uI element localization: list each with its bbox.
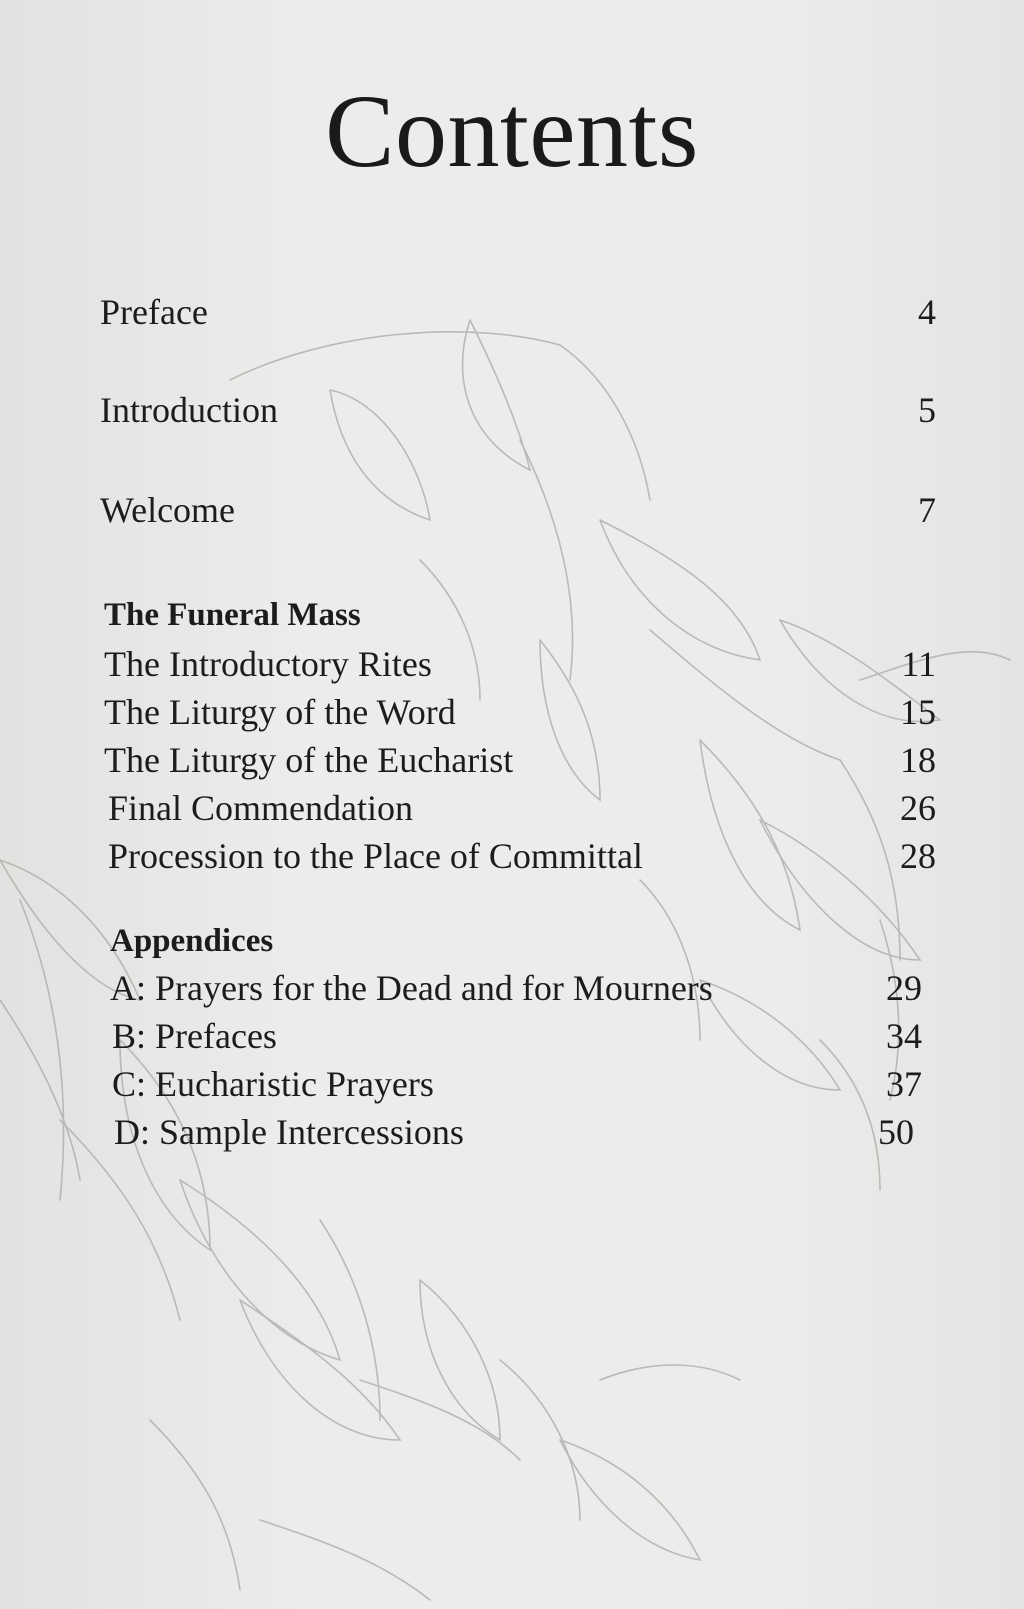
toc-entry-appendix-a[interactable] — [110, 966, 922, 1010]
toc-entry-label: The Introductory Rites — [104, 644, 432, 684]
toc-entry-page-number: 28 — [900, 836, 936, 876]
toc-entry-appendix-c[interactable] — [112, 1062, 922, 1106]
toc-entry-welcome[interactable] — [100, 488, 936, 532]
toc-entry-label: A: Prayers for the Dead and for Mourners — [110, 968, 713, 1008]
toc-entry-label: The Liturgy of the Eucharist — [104, 740, 514, 780]
toc-entry-page-number: 50 — [878, 1112, 914, 1152]
toc-entry-page-number: 37 — [886, 1064, 922, 1104]
toc-entry-page-number: 34 — [886, 1016, 922, 1056]
toc-entry-introductory-rites[interactable] — [104, 642, 936, 686]
toc-entry-page-number: 7 — [918, 490, 936, 530]
toc-entry-page-number: 11 — [901, 644, 936, 684]
page-title: Contents — [325, 74, 699, 189]
toc-entry-appendix-b[interactable] — [112, 1014, 922, 1058]
toc-entry-page-number: 18 — [900, 740, 936, 780]
toc-entry-page-number: 5 — [918, 390, 936, 430]
toc-entry-preface[interactable] — [100, 290, 936, 334]
toc-entry-label: Preface — [100, 292, 208, 332]
toc-entry-page-number: 15 — [900, 692, 936, 732]
toc-entry-appendix-d[interactable] — [114, 1110, 914, 1154]
toc-entry-label: Procession to the Place of Committal — [108, 836, 643, 876]
toc-entry-page-number: 29 — [886, 968, 922, 1008]
section-heading-funeral-mass: The Funeral Mass — [104, 597, 361, 633]
toc-entry-final-commendation[interactable] — [108, 786, 936, 830]
toc-entry-liturgy-of-the-eucharist[interactable] — [104, 738, 936, 782]
toc-entry-label: Welcome — [100, 490, 236, 530]
section-heading-appendices: Appendices — [110, 923, 274, 959]
toc-entry-label: Final Commendation — [108, 788, 413, 828]
toc-entry-page-number: 26 — [900, 788, 936, 828]
toc-entry-page-number: 4 — [918, 292, 936, 332]
toc-entry-label: Introduction — [100, 390, 278, 430]
toc-entry-label: B: Prefaces — [112, 1016, 277, 1056]
toc-entry-procession-to-committal[interactable] — [108, 834, 936, 878]
toc-entry-label: The Liturgy of the Word — [104, 692, 456, 732]
toc-entry-label: D: Sample Intercessions — [114, 1112, 464, 1152]
toc-entry-label: C: Eucharistic Prayers — [112, 1064, 434, 1104]
toc-entry-liturgy-of-the-word[interactable] — [104, 690, 936, 734]
toc-entry-introduction[interactable] — [100, 388, 936, 432]
